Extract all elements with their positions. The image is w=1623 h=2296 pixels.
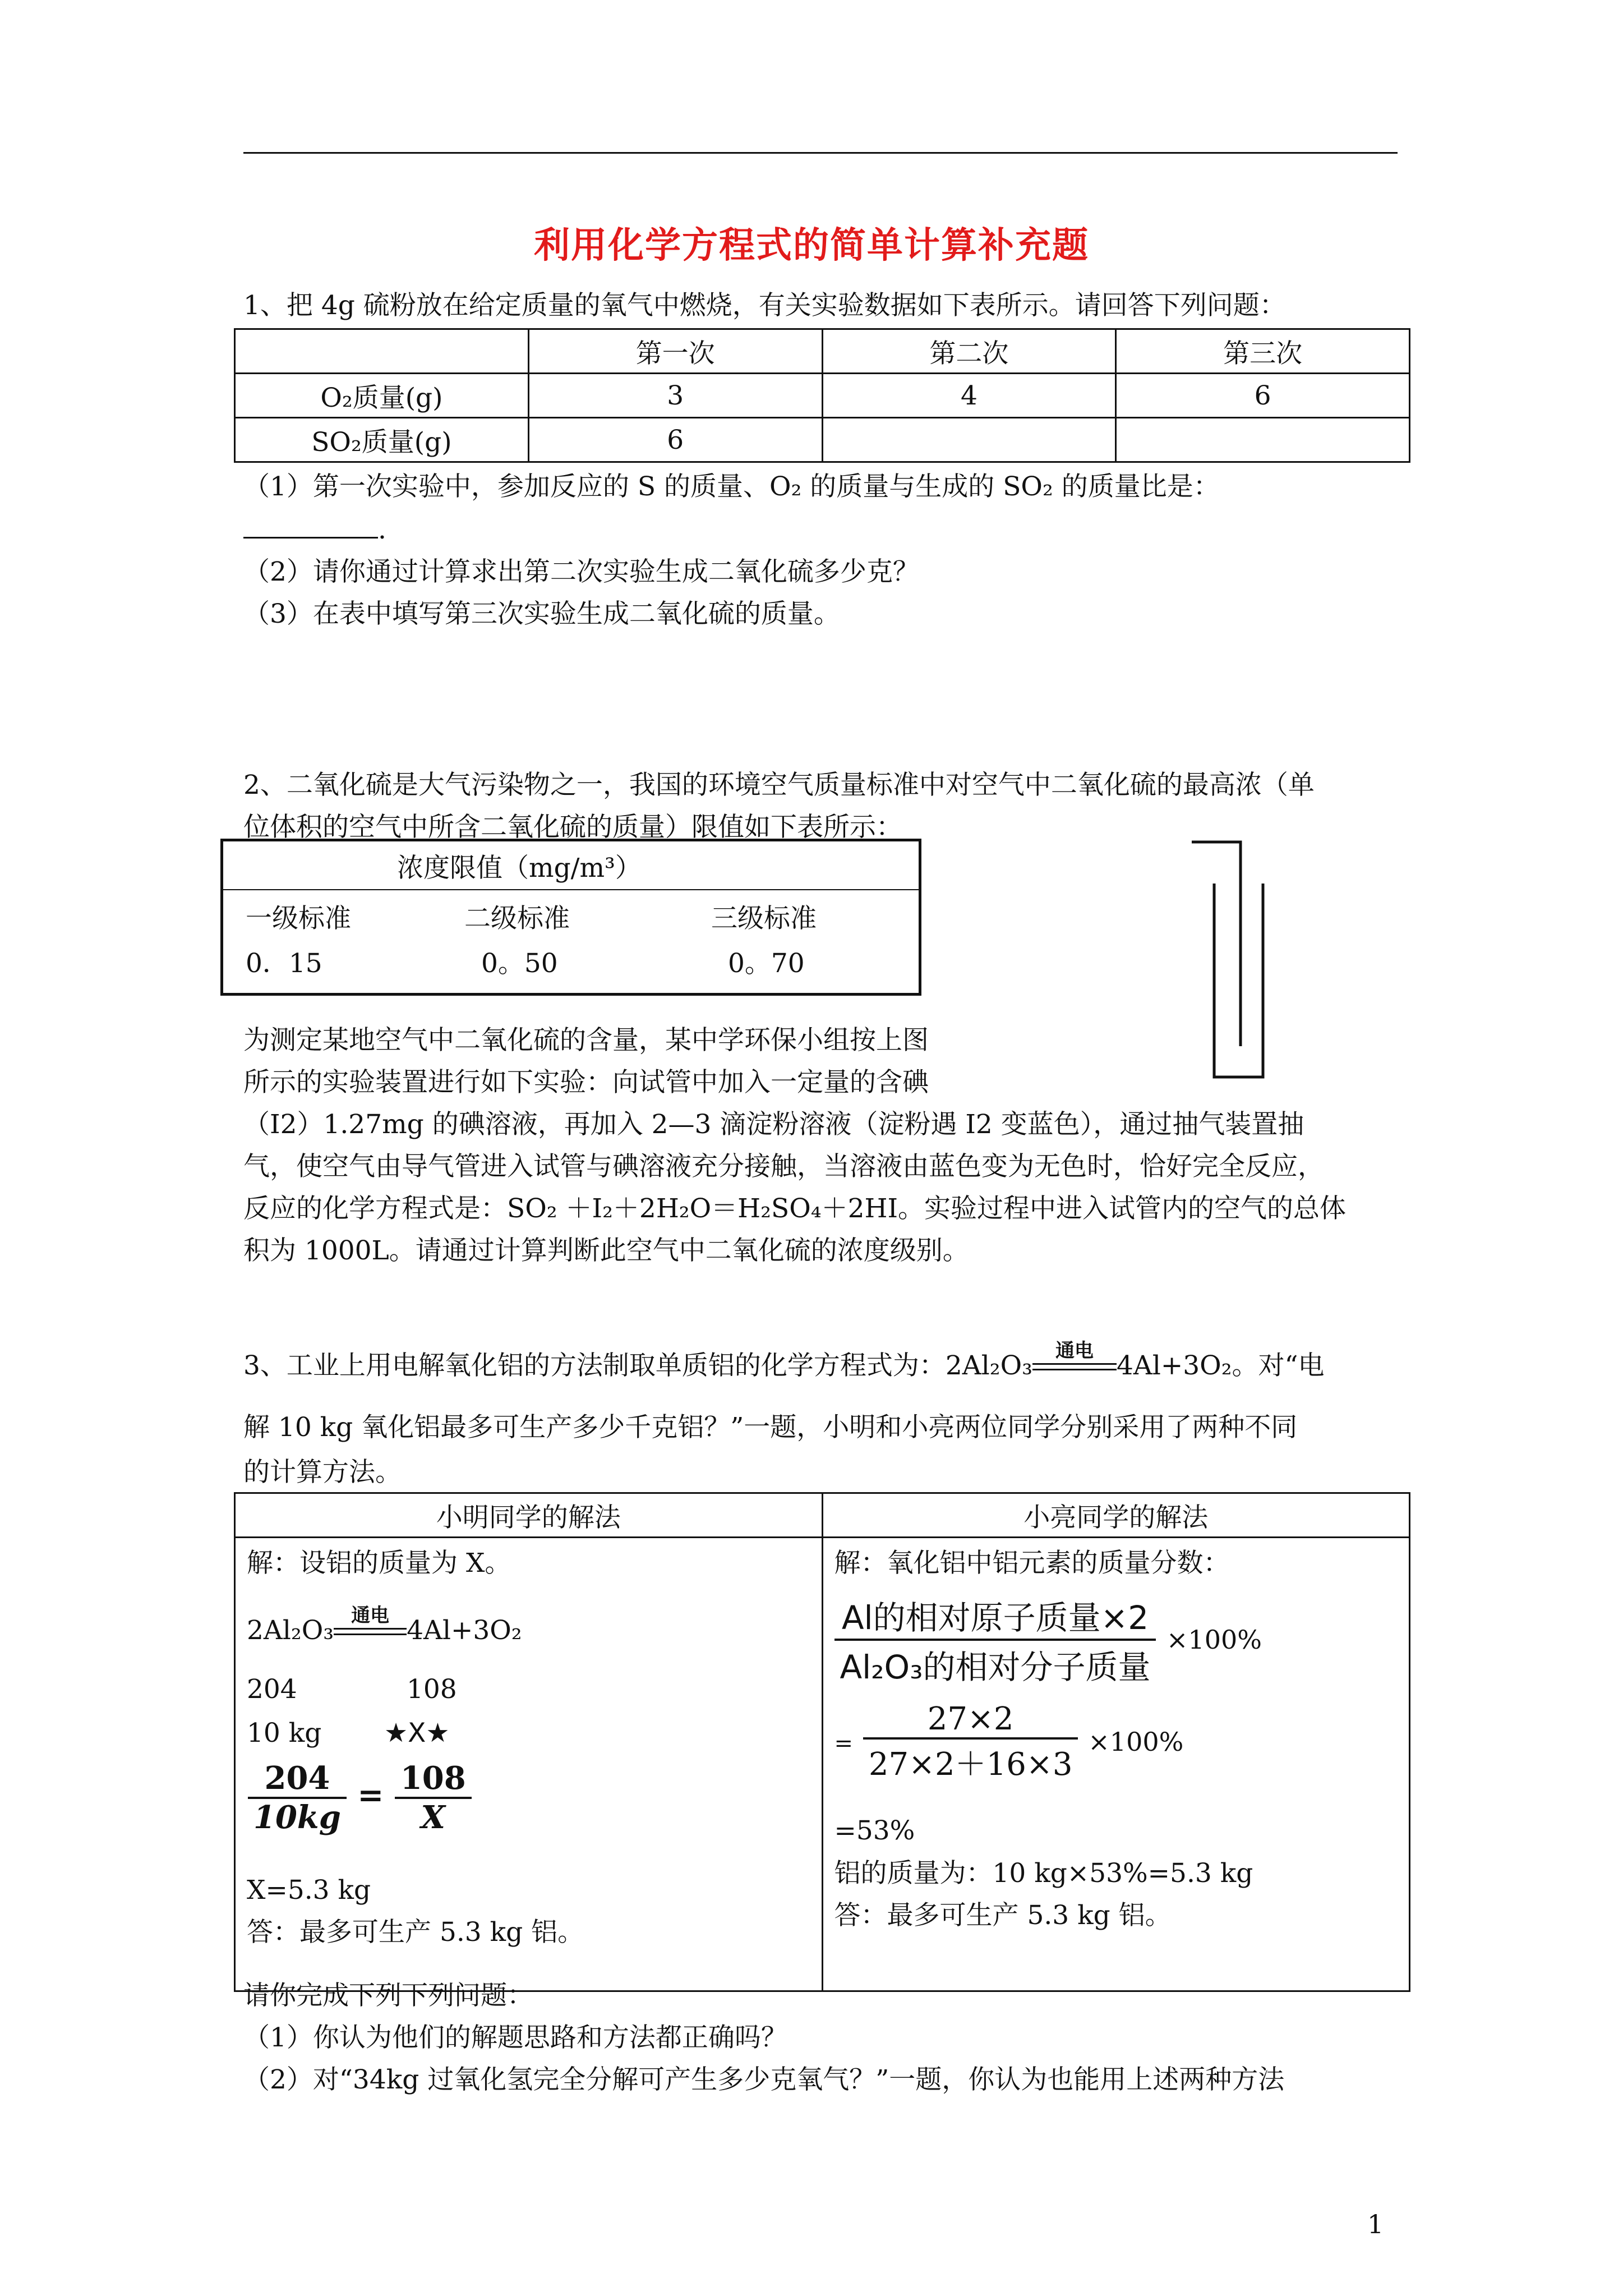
level-2-label: 二级标准 — [464, 903, 570, 934]
concentration-table — [220, 839, 921, 996]
q2-para-6: 积为 1000L。请通过计算判断此空气中二氧化硫的浓度级别。 — [243, 1235, 969, 1266]
table-row — [235, 329, 1410, 374]
page-title: 利用化学方程式的简单计算补充题 — [534, 224, 1089, 266]
equals-sign: = — [357, 1777, 384, 1814]
liang-solution-cell — [822, 1538, 1410, 1991]
ming-solution-cell — [235, 1538, 823, 1991]
table-cell: 6 — [528, 418, 822, 462]
table-cell: 4 — [822, 374, 1116, 418]
fraction: $\frac{\text{Al的相对原子质量×2}}{\text{Al₂O₃的相对分子质量}}$ — [834, 1591, 1156, 1688]
q2-para-5: 反应的化学方程式是：SO₂ ＋I₂＋2H₂O＝H₂SO₄＋2HI。实验过程中进入试管内的空气的总体 — [243, 1193, 1347, 1224]
divider — [223, 889, 919, 890]
q1-intro: 1、把 4g 硫粉放在给定质量的氧气中燃烧，有关实验数据如下表所示。请回答下列问题： — [243, 290, 1286, 321]
q3-after-3: （2）对“34kg 过氧化氢完全分解可产生多少克氧气？”一题，你认为也能用上述两种方法 — [243, 2064, 1285, 2095]
q1-sub1-end: . — [378, 514, 386, 545]
q3-line1-b: 4Al+3O₂。对“电 — [1117, 1350, 1325, 1381]
q3-after-1: 请你完成下列下列问题： — [243, 1980, 533, 2011]
q1-table — [234, 328, 1410, 463]
concentration-title: 浓度限值（mg/m³） — [397, 853, 642, 884]
liang-mass-fraction-formula — [834, 1591, 1262, 1688]
ming-mass-given: 10 kg — [247, 1718, 322, 1749]
level-2-value: 0。50 — [481, 948, 558, 979]
q2-para-1: 为测定某地空气中二氧化硫的含量，某中学环保小组按上图 — [243, 1025, 929, 1056]
answer-blank — [243, 514, 378, 539]
times-percent: ×100% — [1088, 1727, 1184, 1757]
level-1-value: 0．15 — [246, 948, 322, 979]
page-number: 1 — [1367, 2209, 1384, 2239]
q1-sub2: （2）请你通过计算求出第二次实验生成二氧化硫多少克？ — [243, 556, 919, 587]
fraction: $\frac{108}{X}$ — [395, 1760, 472, 1836]
ming-equation — [247, 1604, 522, 1648]
ming-molar-mass-al2o3: 204 — [247, 1674, 297, 1705]
q2-line2: 位体积的空气中所含二氧化硫的质量）限值如下表所示： — [243, 812, 902, 843]
table-cell — [1116, 418, 1410, 462]
level-1-label: 一级标准 — [246, 903, 351, 934]
fraction: $\frac{204}{10kg}$ — [248, 1760, 347, 1836]
table-row — [235, 418, 1410, 462]
level-3-value: 0。70 — [728, 948, 805, 979]
table-row — [235, 1538, 1410, 1991]
fraction: $\frac{27\times 2}{27\times 2+16\times 3}$ — [863, 1701, 1078, 1784]
liang-l1: 解：氧化铝中铝元素的质量分数： — [834, 1548, 1230, 1579]
ming-proportion — [248, 1760, 472, 1836]
reaction-condition-arrow — [1032, 1340, 1117, 1379]
q3-line3: 的计算方法。 — [243, 1457, 402, 1488]
table-cell: 6 — [1116, 374, 1410, 418]
q2-para-3: （I2）1.27mg 的碘溶液，再加入 2—3 滴淀粉溶液（淀粉遇 I2 变蓝色），通过抽气装置抽 — [243, 1109, 1304, 1140]
table-cell — [822, 418, 1116, 462]
condition-label: 通电 — [1055, 1340, 1094, 1362]
table-cell: 第三次 — [1116, 329, 1410, 374]
ming-result: X=5.3 kg — [247, 1875, 371, 1906]
ming-answer: 答：最多可生产 5.3 kg 铝。 — [247, 1917, 584, 1948]
q1-sub1: （1）第一次实验中，参加反应的 S 的质量、O₂ 的质量与生成的 SO₂ 的质量比是： — [243, 471, 1220, 502]
q3-after-2: （1）你认为他们的解题思路和方法都正确吗？ — [243, 2022, 787, 2053]
q2-para-2: 所示的实验装置进行如下实验：向试管中加入一定量的含碘 — [243, 1067, 929, 1098]
ming-molar-mass-al: 108 — [407, 1674, 457, 1705]
header-rule — [243, 152, 1398, 154]
solutions-table — [234, 1492, 1410, 1992]
q2-para-4: 气，使空气由导气管进入试管与碘溶液充分接触，当溶液由蓝色变为无色时，恰好完全反应， — [243, 1151, 1324, 1182]
ming-eq-left: 2Al₂O₃ — [247, 1615, 334, 1646]
q2-line1: 2、二氧化硫是大气污染物之一，我国的环境空气质量标准中对空气中二氧化硫的最高浓（单 — [243, 770, 1315, 800]
table-cell — [235, 329, 529, 374]
q3-line1-a: 3、工业上用电解氧化铝的方法制取单质铝的化学方程式为：2Al₂O₃ — [243, 1350, 1032, 1381]
table-cell: 第一次 — [528, 329, 822, 374]
liang-answer: 答：最多可生产 5.3 kg 铝。 — [834, 1900, 1172, 1931]
condition-label: 通电 — [351, 1604, 390, 1627]
table-cell: 第二次 — [822, 329, 1116, 374]
q1-sub3: （3）在表中填写第三次实验生成二氧化硫的质量。 — [243, 599, 840, 629]
q3-line2: 解 10 kg 氧化铝最多可生产多少千克铝？”一题，小明和小亮两位同学分别采用了两种不同 — [243, 1412, 1298, 1443]
table-row — [235, 374, 1410, 418]
liang-percent: =53% — [834, 1815, 915, 1846]
test-tube-apparatus-diagram — [1178, 839, 1290, 1085]
table-cell: 3 — [528, 374, 822, 418]
q3-line1 — [243, 1340, 1325, 1383]
table-header-liang: 小亮同学的解法 — [822, 1493, 1410, 1538]
liang-substitution — [834, 1701, 1184, 1784]
level-3-label: 三级标准 — [711, 903, 817, 934]
table-cell: SO₂质量(g) — [235, 418, 529, 462]
table-header-ming: 小明同学的解法 — [235, 1493, 823, 1538]
ming-l1: 解：设铝的质量为 X。 — [247, 1548, 511, 1579]
equals-sign: = — [834, 1731, 854, 1756]
table-cell: O₂质量(g) — [235, 374, 529, 418]
ming-unknown: ★X★ — [384, 1718, 450, 1749]
table-row — [235, 1493, 1410, 1538]
ming-eq-right: 4Al+3O₂ — [407, 1615, 522, 1646]
liang-al-mass: 铝的质量为：10 kg×53%=5.3 kg — [834, 1858, 1253, 1889]
times-percent: ×100% — [1166, 1625, 1262, 1655]
reaction-condition-arrow — [334, 1604, 407, 1644]
q1-sub1-blank-line — [243, 513, 386, 547]
